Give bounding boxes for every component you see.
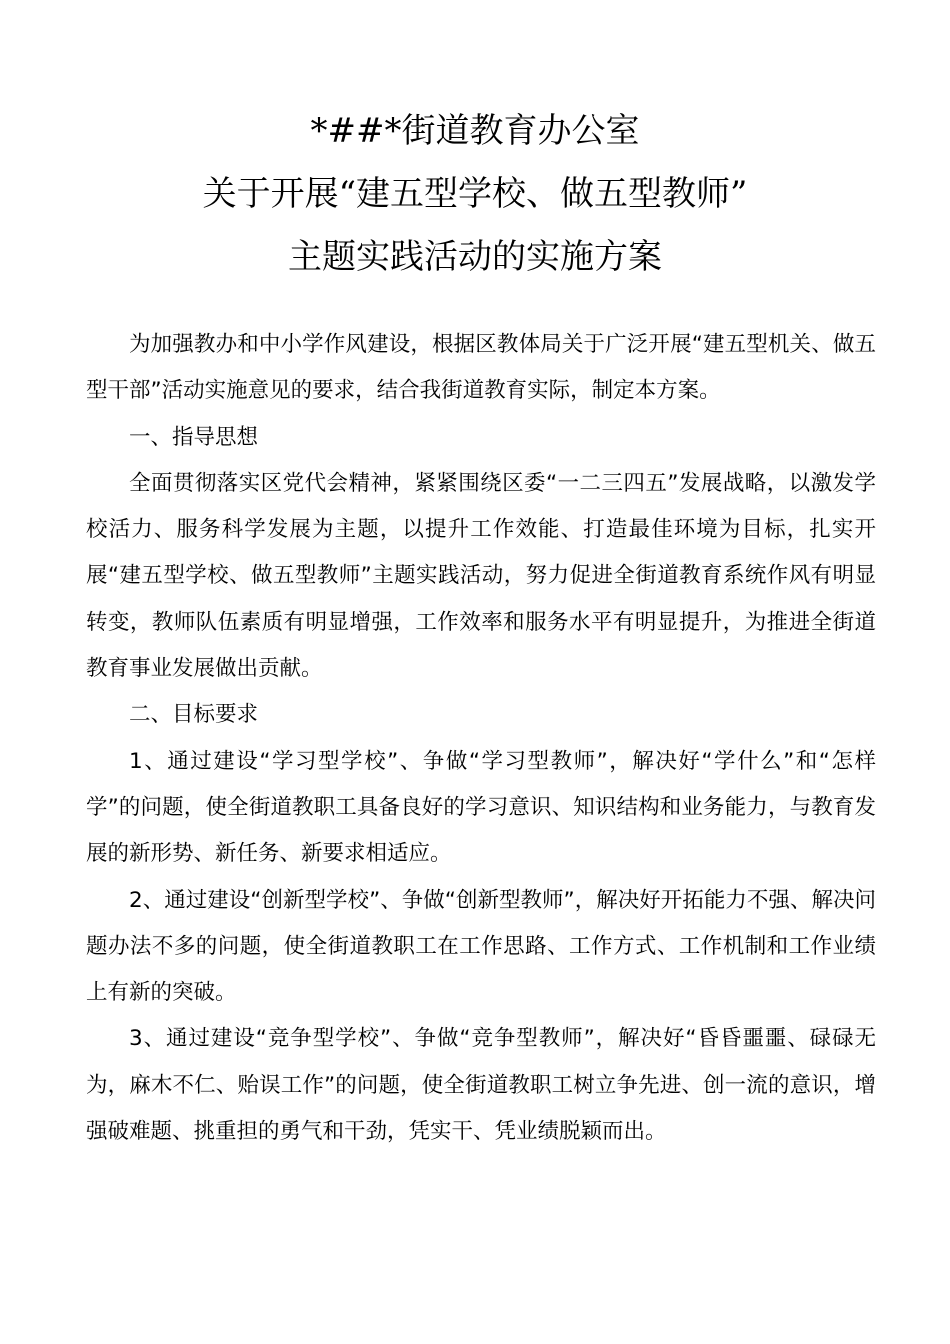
goal-item-learning: 1、通过建设“学习型学校”、争做“学习型教师”，解决好“学什么”和“怎样学”的问题，使全街道教职工具备良好的学习意识、知识结构和业务能力，与教育发展的新形势、新任务、新要求相适应。 [86, 748, 876, 867]
document-title [0, 100, 950, 289]
goal-item-innovation: 2、通过建设“创新型学校”、争做“创新型教师”，解决好开拓能力不强、解决问题办法不多的问题，使全街道教职工在工作思路、工作方式、工作机制和工作业绩上有新的突破。 [86, 887, 876, 1006]
title-line-office: *##*街道教育办公室 [310, 111, 640, 151]
title-line-plan: 主题实践活动的实施方案 [288, 237, 662, 277]
section-heading-guiding-thought: 一、指导思想 [129, 424, 259, 450]
intro-paragraph: 为加强教办和中小学作风建设，根据区教体局关于广泛开展“建五型机关、做五型干部”活动实施意见的要求，结合我街道教育实际，制定本方案。 [86, 332, 876, 404]
section-heading-goals: 二、目标要求 [129, 702, 259, 728]
goal-item-competition: 3、通过建设“竞争型学校”、争做“竞争型教师”，解决好“昏昏噩噩、碌碌无为，麻木不仁、贻误工作”的问题，使全街道教职工树立争先进、创一流的意识，增强破难题、挑重担的勇气和干劲，凭实干、凭业绩脱颖而出。 [86, 1026, 876, 1145]
document-body [86, 322, 876, 1155]
guiding-thought-paragraph: 全面贯彻落实区党代会精神，紧紧围绕区委“一二三四五”发展战略，以激发学校活力、服务科学发展为主题，以提升工作效能、打造最佳环境为目标，扎实开展“建五型学校、做五型教师”主题实践活动，努力促进全街道教育系统作风有明显转变，教师队伍素质有明显增强，工作效率和服务水平有明显提升，为推进全街道教育事业发展做出贡献。 [86, 470, 876, 682]
title-line-subject: 关于开展“建五型学校、做五型教师” [202, 174, 748, 214]
